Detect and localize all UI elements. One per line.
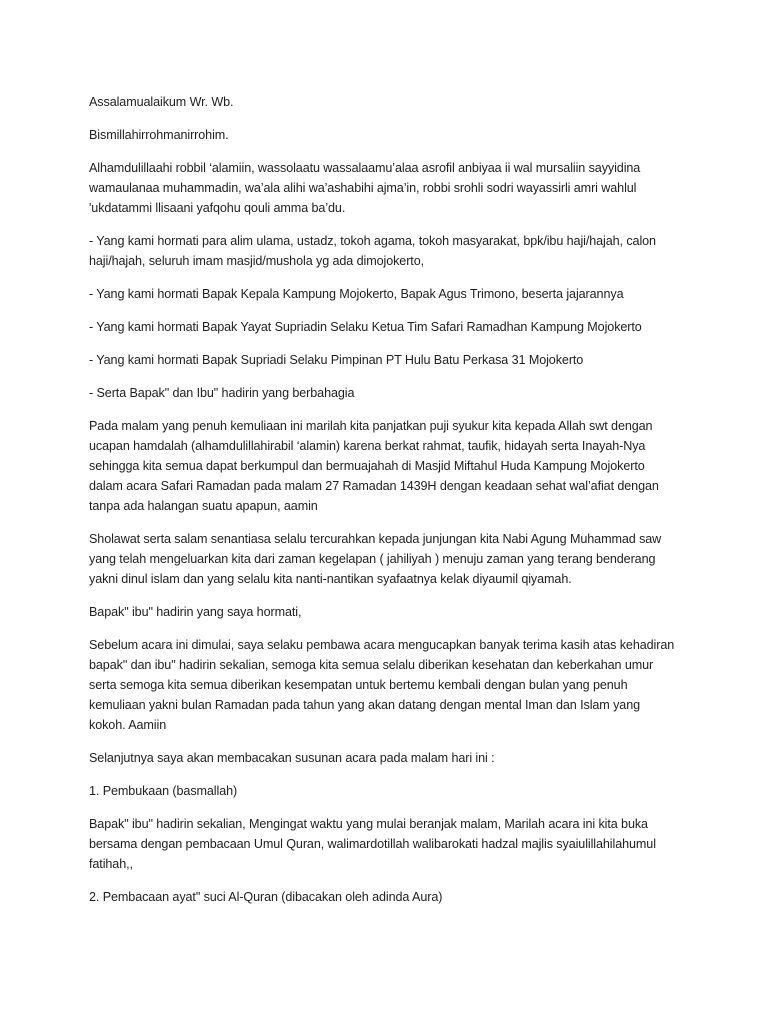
text-line: Sholawat serta salam senantiasa selalu tercurahkan kepada junjungan kita Nabi Agung Muhammad saw <box>89 532 662 546</box>
text-line: Assalamualaikum Wr. Wb. <box>89 95 234 109</box>
text-line: Selanjutnya saya akan membacakan susunan acara pada malam hari ini : <box>89 751 495 765</box>
text-line: kemuliaan yakni bulan Ramadan pada tahun yang akan datang dengan mental Iman dan Islam yang <box>89 698 641 712</box>
text-line: tanpa ada halangan suatu apapun, aamin <box>89 499 318 513</box>
honorific-paragraph <box>89 231 689 271</box>
document-body <box>89 92 689 920</box>
text-line: Bismillahirrohmanirrohim. <box>89 128 229 142</box>
agenda-intro-paragraph <box>89 748 689 768</box>
text-line: 1. Pembukaan (basmallah) <box>89 784 238 798</box>
text-line: Sebelum acara ini dimulai, saya selaku pembawa acara mengucapkan banyak terima kasih atas kehadiran <box>89 638 675 652</box>
text-line: sehingga kita semua dapat berkumpul dan bermuajahah di Masjid Miftahul Huda Kampung Mojokerto <box>89 459 645 473</box>
text-line: bersama dengan pembacaan Umul Quran, walimardotillah walibarokati hadzal majlis syaiulillahilahumul <box>89 837 656 851</box>
text-line: yakni dinul islam dan yang selalu kita nanti-nantikan syafaatnya kelak diyaumil qiyamah. <box>89 572 572 586</box>
agenda-item-heading <box>89 887 689 907</box>
text-line: - Yang kami hormati Bapak Yayat Supriadin Selaku Ketua Tim Safari Ramadhan Kampung Mojokerto <box>89 320 642 334</box>
honorific-paragraph <box>89 317 689 337</box>
text-line: Bapak" ibu" hadirin sekalian, Mengingat waktu yang mulai beranjak malam, Marilah acara ini kita buka <box>89 817 648 831</box>
sholawat-paragraph <box>89 529 689 589</box>
text-line: serta semoga kita semua diberikan kesempatan untuk bertemu kembali dengan bulan yang penuh <box>89 678 628 692</box>
honorific-paragraph <box>89 383 689 403</box>
thanks-paragraph <box>89 635 689 735</box>
opening-prayer-paragraph <box>89 158 689 218</box>
honorific-paragraph <box>89 350 689 370</box>
honorific-paragraph <box>89 284 689 304</box>
text-line: wamaulanaa muhammadin, wa’ala alihi wa’ashabihi ajma’in, robbi srohli sodri wayassirli amri wahlul <box>89 181 637 195</box>
agenda-item-paragraph <box>89 814 689 874</box>
basmalah-paragraph <box>89 125 689 145</box>
text-line: kokoh. Aamiin <box>89 718 167 732</box>
text-line: yang telah mengeluarkan kita dari zaman kegelapan ( jahiliyah ) menuju zaman yang terang benderang <box>89 552 656 566</box>
text-line: bapak" dan ibu" hadirin sekalian, semoga kita semua selalu diberikan kesehatan dan keberkahan umur <box>89 658 654 672</box>
text-line: 'ukdatammi llisaani yafqohu qouli amma ba’du. <box>89 201 346 215</box>
text-line: Pada malam yang penuh kemuliaan ini marilah kita panjatkan puji syukur kita kepada Allah swt dengan <box>89 419 653 433</box>
address-paragraph <box>89 602 689 622</box>
text-line: haji/hajah, seluruh imam masjid/mushola yg ada dimojokerto, <box>89 254 424 268</box>
text-line: - Yang kami hormati Bapak Kepala Kampung Mojokerto, Bapak Agus Trimono, beserta jajarannya <box>89 287 624 301</box>
greeting-paragraph <box>89 92 689 112</box>
agenda-item-heading <box>89 781 689 801</box>
text-line: ucapan hamdalah (alhamdulillahirabil ‘alamin) karena berkat rahmat, taufik, hidayah serta Inayah-Nya <box>89 439 646 453</box>
text-line: dalam acara Safari Ramadan pada malam 27 Ramadan 1439H dengan keadaan sehat wal’afiat dengan <box>89 479 659 493</box>
gratitude-paragraph <box>89 416 689 516</box>
text-line: Bapak" ibu" hadirin yang saya hormati, <box>89 605 302 619</box>
text-line: fatihah,, <box>89 857 133 871</box>
text-line: 2. Pembacaan ayat" suci Al-Quran (dibacakan oleh adinda Aura) <box>89 890 443 904</box>
text-line: - Yang kami hormati Bapak Supriadi Selaku Pimpinan PT Hulu Batu Perkasa 31 Mojokerto <box>89 353 584 367</box>
text-line: Alhamdulillaahi robbil ‘alamiin, wassolaatu wassalaamu’alaa asrofil anbiyaa ii wal mursaliin sayyidina <box>89 161 641 175</box>
text-line: - Serta Bapak" dan Ibu" hadirin yang berbahagia <box>89 386 355 400</box>
text-line: - Yang kami hormati para alim ulama, ustadz, tokoh agama, tokoh masyarakat, bpk/ibu haji/hajah, calon <box>89 234 656 248</box>
